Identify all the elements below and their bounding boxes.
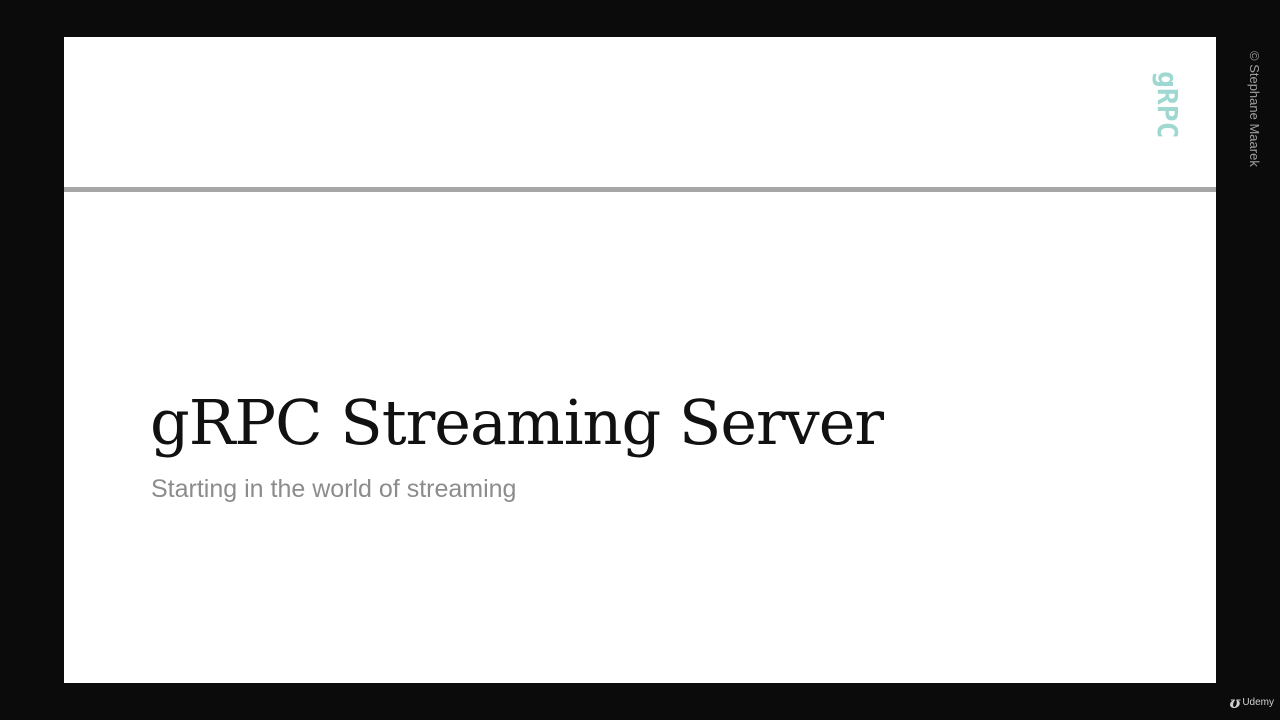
header-divider [64, 187, 1216, 192]
grpc-logo-icon [1144, 67, 1192, 157]
slide-subtitle: Starting in the world of streaming [151, 475, 517, 503]
udemy-logo-icon: ʊ [1229, 693, 1239, 712]
slide [64, 37, 1262, 683]
grpc-logo-text: gRPC [1151, 71, 1184, 139]
copyright-notice: © Stephane Maarek [1247, 51, 1262, 167]
udemy-watermark [1229, 693, 1274, 712]
udemy-label: Udemy [1242, 697, 1274, 708]
slide-title: gRPC Streaming Server [150, 386, 884, 459]
